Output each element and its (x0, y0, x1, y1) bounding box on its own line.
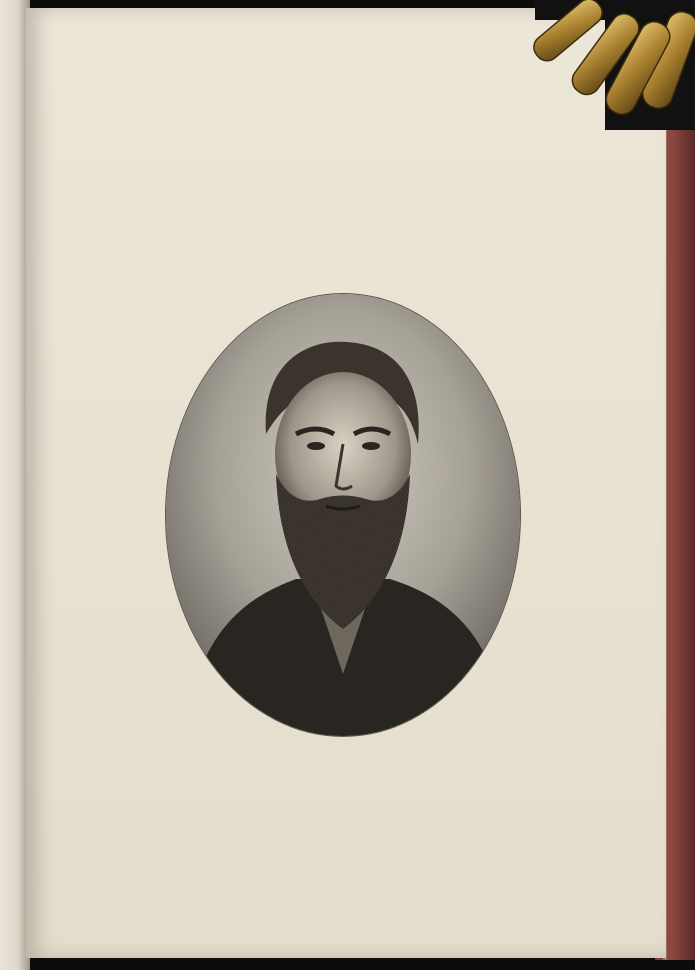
book-page (26, 8, 666, 958)
portrait-drawing (166, 294, 520, 736)
brass-book-clamp-icon (495, 0, 695, 130)
portrait-engraving-icon (166, 294, 520, 736)
